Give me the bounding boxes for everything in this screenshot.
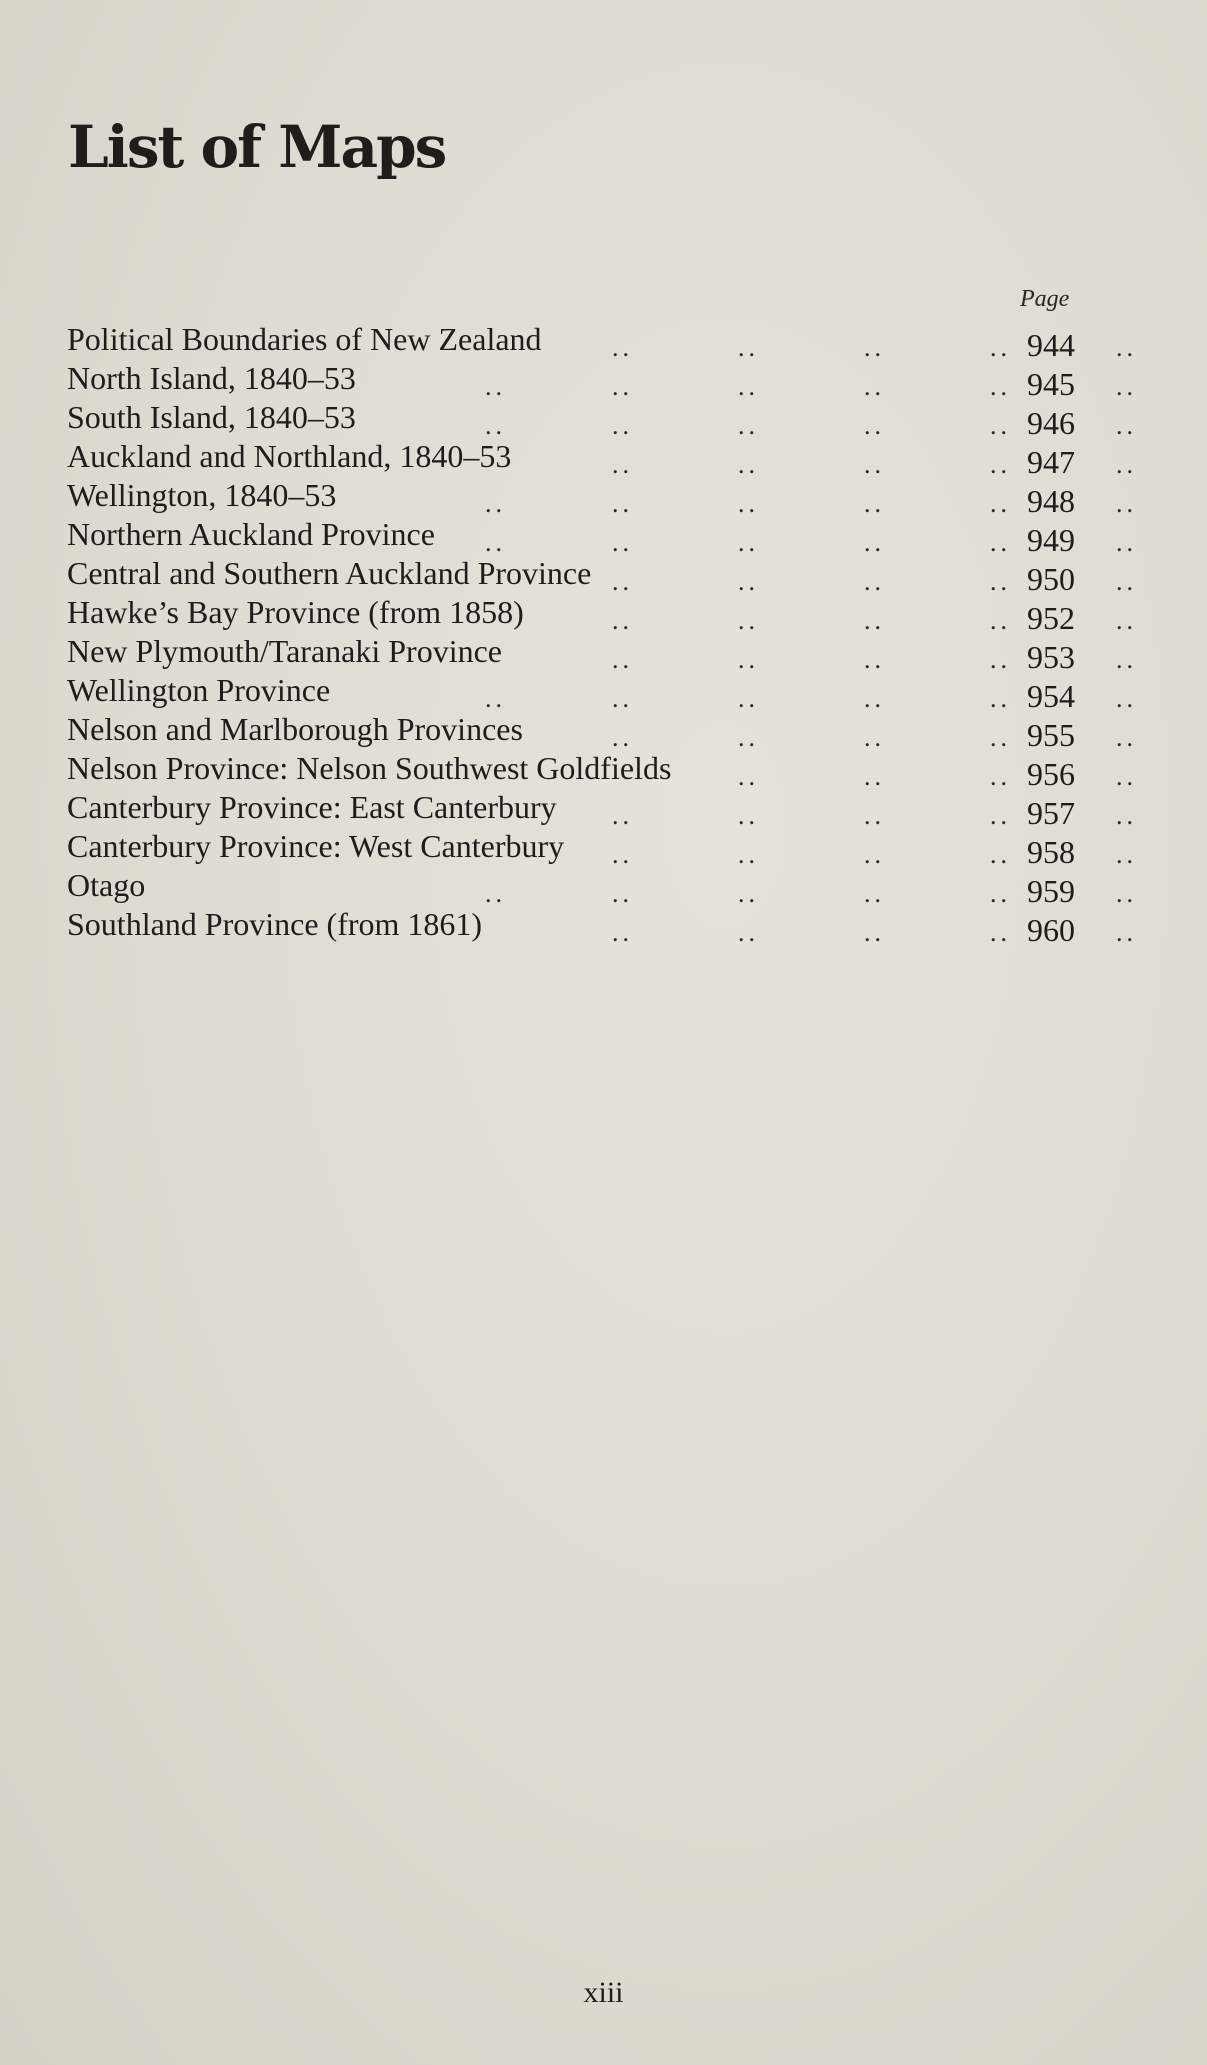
map-title: Northern Auckland Province [67, 516, 435, 552]
leader-dots: .. [485, 489, 506, 518]
leader-dots: .. [738, 762, 759, 791]
leader-dots: .. [738, 723, 759, 752]
leader-dots: .. [612, 450, 633, 479]
leader-dots: .. [738, 528, 759, 557]
map-page-number: 948 [1027, 483, 1075, 519]
leader-dots: .. [864, 723, 885, 752]
map-title: Otago [67, 867, 146, 903]
map-page-number: 959 [1027, 873, 1075, 909]
leader-dots: .. [990, 606, 1011, 635]
map-page-number: 944 [1027, 327, 1075, 363]
leader-dots: .. [738, 411, 759, 440]
page-title: List of Maps [68, 113, 446, 181]
leader-dots: .. [738, 372, 759, 401]
leader-dots: .. [738, 489, 759, 518]
map-page-number: 949 [1027, 522, 1075, 558]
leader-dots: .. [612, 606, 633, 635]
leader-dots: .. [990, 840, 1011, 869]
leader-dots: .. [864, 372, 885, 401]
leader-dots: .. [1116, 840, 1137, 869]
leader-dots: .. [864, 840, 885, 869]
leader-dots: .. [990, 918, 1011, 947]
map-title: Canterbury Province: West Canterbury [67, 828, 565, 864]
map-entry [0, 437, 1207, 480]
map-entry [0, 866, 1207, 909]
leader-dots: .. [485, 684, 506, 713]
map-entry [0, 593, 1207, 636]
map-title: Hawke’s Bay Province (from 1858) [67, 594, 524, 630]
leader-dots: .. [485, 528, 506, 557]
leader-dots: .. [864, 567, 885, 596]
leader-dots: .. [485, 372, 506, 401]
map-page-number: 955 [1027, 717, 1075, 753]
map-title: Political Boundaries of New Zealand [67, 321, 542, 357]
map-title: Central and Southern Auckland Province [67, 555, 592, 591]
leader-dots: .. [1116, 801, 1137, 830]
map-page-number: 952 [1027, 600, 1075, 636]
leader-dots: .. [612, 645, 633, 674]
map-page-number: 946 [1027, 405, 1075, 441]
map-entry [0, 476, 1207, 519]
leader-dots: .. [738, 879, 759, 908]
leader-dots: .. [612, 372, 633, 401]
map-entry [0, 671, 1207, 714]
map-title: Wellington, 1840–53 [67, 477, 337, 513]
leader-dots: .. [864, 684, 885, 713]
leader-dots: .. [1116, 333, 1137, 362]
folio-page-number: xiii [583, 1976, 624, 2009]
leader-dots: .. [1116, 606, 1137, 635]
leader-dots: .. [864, 606, 885, 635]
map-title: Auckland and Northland, 1840–53 [67, 438, 512, 474]
leader-dots: .. [1116, 489, 1137, 518]
map-entry [0, 632, 1207, 675]
map-page-number: 957 [1027, 795, 1075, 831]
leader-dots: .. [864, 528, 885, 557]
leader-dots: .. [864, 411, 885, 440]
leader-dots: .. [1116, 528, 1137, 557]
map-title: Nelson Province: Nelson Southwest Goldfields [67, 750, 672, 786]
leader-dots: .. [990, 879, 1011, 908]
leader-dots: .. [1116, 450, 1137, 479]
map-entry [0, 710, 1207, 753]
leader-dots: .. [990, 645, 1011, 674]
map-entry [0, 554, 1207, 597]
leader-dots: .. [990, 567, 1011, 596]
leader-dots: .. [864, 333, 885, 362]
leader-dots: .. [612, 801, 633, 830]
leader-dots: .. [1116, 879, 1137, 908]
leader-dots: .. [990, 411, 1011, 440]
leader-dots: .. [738, 645, 759, 674]
leader-dots: .. [612, 840, 633, 869]
leader-dots: .. [612, 528, 633, 557]
map-entry [0, 749, 1207, 792]
leader-dots: .. [990, 528, 1011, 557]
map-entry [0, 515, 1207, 558]
leader-dots: .. [738, 918, 759, 947]
map-page-number: 956 [1027, 756, 1075, 792]
leader-dots: .. [864, 762, 885, 791]
leader-dots: .. [738, 567, 759, 596]
map-page-number: 945 [1027, 366, 1075, 402]
leader-dots: .. [990, 372, 1011, 401]
leader-dots: .. [612, 333, 633, 362]
leader-dots: .. [864, 450, 885, 479]
leader-dots: .. [990, 450, 1011, 479]
leader-dots: .. [1116, 723, 1137, 752]
map-title: Nelson and Marlborough Provinces [67, 711, 523, 747]
leader-dots: .. [1116, 567, 1137, 596]
leader-dots: .. [864, 879, 885, 908]
map-title: North Island, 1840–53 [67, 360, 356, 396]
leader-dots: .. [738, 606, 759, 635]
map-page-number: 947 [1027, 444, 1075, 480]
leader-dots: .. [485, 879, 506, 908]
leader-dots: .. [990, 333, 1011, 362]
leader-dots: .. [1116, 645, 1137, 674]
page-column-label: Page [1020, 286, 1070, 312]
leader-dots: .. [864, 918, 885, 947]
map-entry [0, 398, 1207, 441]
map-page-number: 950 [1027, 561, 1075, 597]
leader-dots: .. [990, 723, 1011, 752]
leader-dots: .. [738, 801, 759, 830]
leader-dots: .. [738, 684, 759, 713]
map-title: Southland Province (from 1861) [67, 906, 483, 942]
leader-dots: .. [612, 723, 633, 752]
map-entry [0, 320, 1207, 363]
leader-dots: .. [1116, 918, 1137, 947]
leader-dots: .. [738, 840, 759, 869]
leader-dots: .. [1116, 372, 1137, 401]
leader-dots: .. [738, 450, 759, 479]
leader-dots: .. [864, 489, 885, 518]
leader-dots: .. [990, 762, 1011, 791]
leader-dots: .. [738, 333, 759, 362]
leader-dots: .. [1116, 411, 1137, 440]
leader-dots: .. [864, 645, 885, 674]
leader-dots: .. [1116, 684, 1137, 713]
leader-dots: .. [612, 684, 633, 713]
leader-dots: .. [990, 489, 1011, 518]
map-page-number: 953 [1027, 639, 1075, 675]
leader-dots: .. [612, 411, 633, 440]
map-page-number: 958 [1027, 834, 1075, 870]
map-page-number: 960 [1027, 912, 1075, 948]
leader-dots: .. [864, 801, 885, 830]
map-entry [0, 905, 1207, 948]
leader-dots: .. [612, 918, 633, 947]
map-list [0, 320, 1207, 948]
map-entry [0, 827, 1207, 870]
map-entry [0, 359, 1207, 402]
leader-dots: .. [612, 567, 633, 596]
map-entry [0, 788, 1207, 831]
map-page-number: 954 [1027, 678, 1075, 714]
leader-dots: .. [990, 684, 1011, 713]
leader-dots: .. [612, 879, 633, 908]
map-title: Wellington Province [67, 672, 331, 708]
leader-dots: .. [485, 411, 506, 440]
map-title: Canterbury Province: East Canterbury [67, 789, 557, 825]
leader-dots: .. [990, 801, 1011, 830]
map-title: South Island, 1840–53 [67, 399, 356, 435]
leader-dots: .. [1116, 762, 1137, 791]
map-title: New Plymouth/Taranaki Province [67, 633, 502, 669]
leader-dots: .. [612, 489, 633, 518]
